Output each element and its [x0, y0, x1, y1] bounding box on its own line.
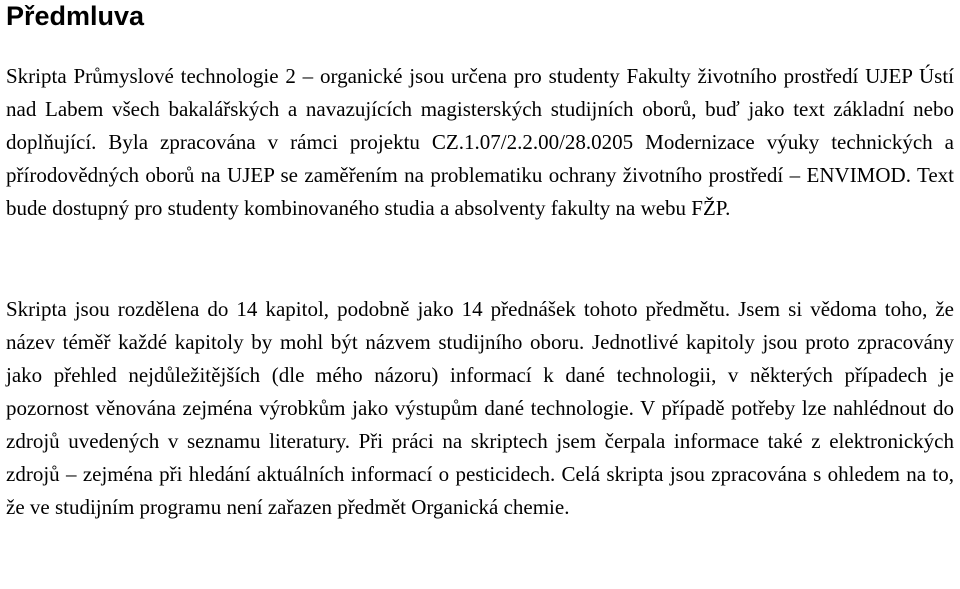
paragraph-intro: Skripta Průmyslové technologie 2 – organické jsou určena pro studenty Fakulty životního prostředí UJEP Ústí nad Labem všech bakalářských a navazujících magisterských studijních oborů, buď jako text základní nebo doplňující. Byla zpracována v rámci projektu CZ.1.07/2.2.00/28.0205 Modernizace výuky technických a přírodovědných oborů na UJEP se zaměřením na problematiku ochrany životního prostředí – ENVIMOD. Text bude dostupný pro studenty kombinovaného studia a absolventy fakulty na webu FŽP.: [6, 64, 954, 220]
page-title: Předmluva: [6, 1, 145, 31]
paragraph-structure: Skripta jsou rozdělena do 14 kapitol, podobně jako 14 přednášek tohoto předmětu. Jsem si vědoma toho, že název téměř každé kapitoly by mohl být názvem studijního oboru. Jednotlivé kapitoly jsou proto zpracovány jako přehled nejdůležitějších (dle mého názoru) informací k dané technologii, v některých případech je pozornost věnována zejména výrobkům jako výstupům dané technologie. V případě potřeby lze nahlédnout do zdrojů uvedených v seznamu literatury. Při práci na skriptech jsem čerpala informace také z elektronických zdrojů – zejména při hledání aktuálních informací o pesticidech. Celá skripta jsou zpracována s ohledem na to, že ve studijním programu není zařazen předmět Organická chemie.: [6, 297, 954, 519]
